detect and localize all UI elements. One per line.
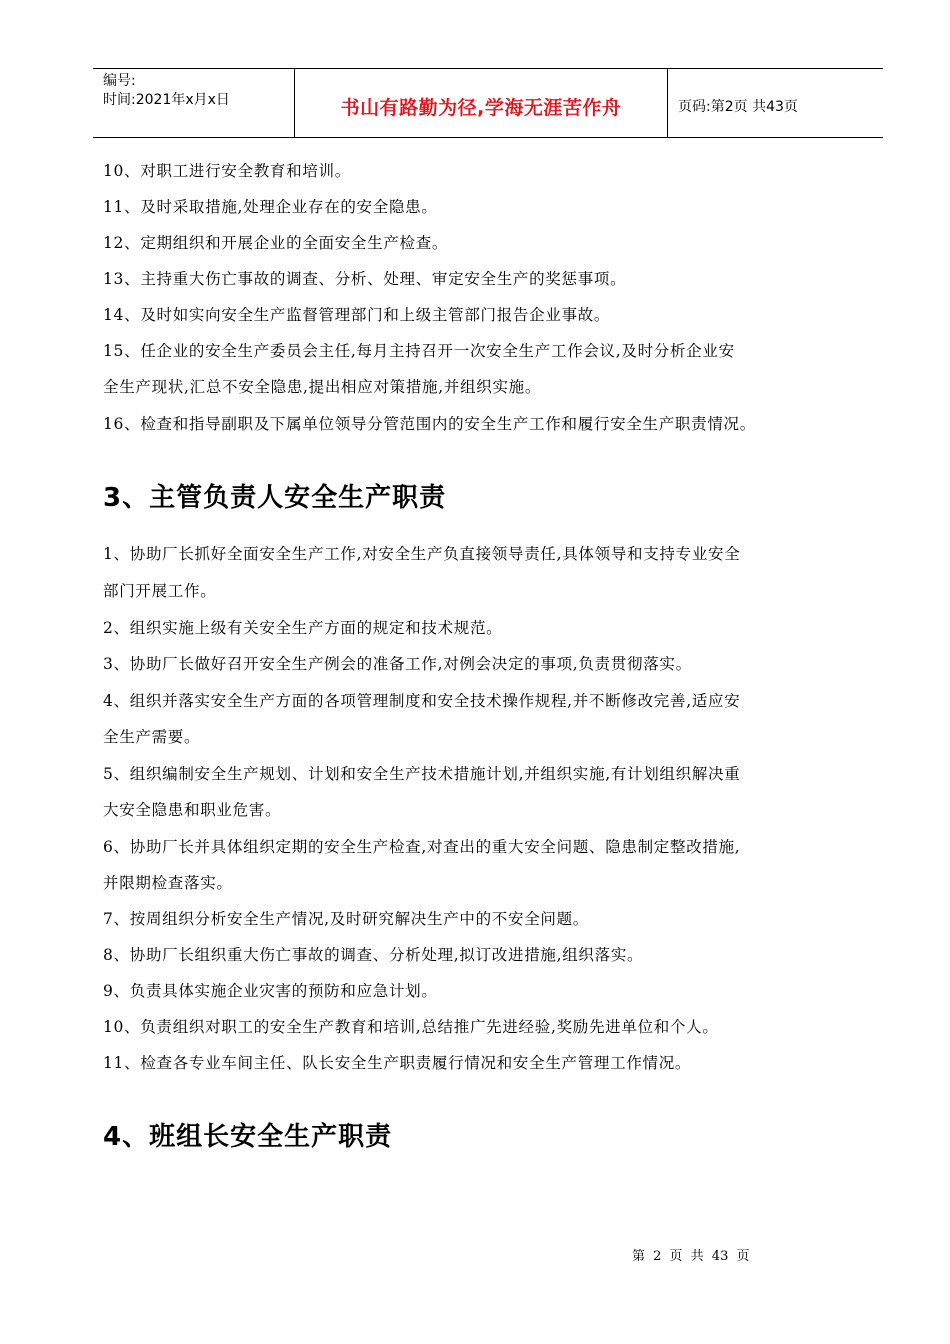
list-item: 部门开展工作。 — [103, 582, 217, 600]
list-item: 大安全隐患和职业危害。 — [103, 801, 282, 819]
list-item: 全生产需要。 — [103, 728, 201, 746]
header-meta-cell — [93, 69, 295, 137]
serial-label: 编号: — [103, 73, 136, 89]
list-item: 3、协助厂长做好召开安全生产例会的准备工作,对例会决定的事项,负责贯彻落实。 — [103, 655, 692, 673]
motto: 书山有路勤为径,学海无涯苦作舟 — [340, 97, 622, 119]
list-item: 7、按周组织分析安全生产情况,及时研究解决生产中的不安全问题。 — [103, 910, 589, 928]
list-item: 5、组织编制安全生产规划、计划和安全生产技术措施计划,并组织实施,有计划组织解决重 — [103, 765, 741, 783]
list-item: 12、定期组织和开展企业的全面安全生产检查。 — [103, 234, 449, 252]
list-item: 13、主持重大伤亡事故的调查、分析、处理、审定安全生产的奖惩事项。 — [103, 270, 627, 288]
list-item: 全生产现状,汇总不安全隐患,提出相应对策措施,并组织实施。 — [103, 378, 542, 396]
section-heading: 4、班组长安全生产职责 — [103, 1122, 393, 1152]
page-footer: 第 2 页 共 43 页 — [632, 1249, 750, 1264]
list-item: 10、负责组织对职工的安全生产教育和培训,总结推广先进经验,奖励先进单位和个人。 — [103, 1018, 719, 1036]
list-item: 8、协助厂长组织重大伤亡事故的调查、分析处理,拟订改进措施,组织落实。 — [103, 946, 644, 964]
list-item: 16、检查和指导副职及下属单位领导分管范围内的安全生产工作和履行安全生产职责情况。 — [103, 415, 756, 433]
list-item: 14、及时如实向安全生产监督管理部门和上级主管部门报告企业事故。 — [103, 306, 611, 324]
header-page-cell — [668, 69, 883, 137]
time-label: 时间:2021年x月x日 — [103, 92, 230, 108]
list-item: 2、组织实施上级有关安全生产方面的规定和技术规范。 — [103, 619, 503, 637]
list-item: 11、检查各专业车间主任、队长安全生产职责履行情况和安全生产管理工作情况。 — [103, 1054, 692, 1072]
list-item: 11、及时采取措施,处理企业存在的安全隐患。 — [103, 198, 438, 216]
list-item: 15、任企业的安全生产委员会主任,每月主持召开一次安全生产工作会议,及时分析企业安 — [103, 342, 735, 360]
list-item: 4、组织并落实安全生产方面的各项管理制度和安全技术操作规程,并不断修改完善,适应安 — [103, 692, 741, 710]
header-motto-cell — [295, 69, 668, 137]
list-item: 10、对职工进行安全教育和培训。 — [103, 162, 351, 180]
list-item: 1、协助厂长抓好全面安全生产工作,对安全生产负直接领导责任,具体领导和支持专业安全 — [103, 545, 741, 563]
page-info: 页码:第2页 共43页 — [678, 99, 798, 115]
list-item: 9、负责具体实施企业灾害的预防和应急计划。 — [103, 982, 438, 1000]
list-item: 6、协助厂长并具体组织定期的安全生产检查,对查出的重大安全问题、隐患制定整改措施, — [103, 838, 741, 856]
section-heading: 3、主管负责人安全生产职责 — [103, 483, 447, 513]
list-item: 并限期检查落实。 — [103, 874, 233, 892]
page-header — [93, 68, 883, 138]
